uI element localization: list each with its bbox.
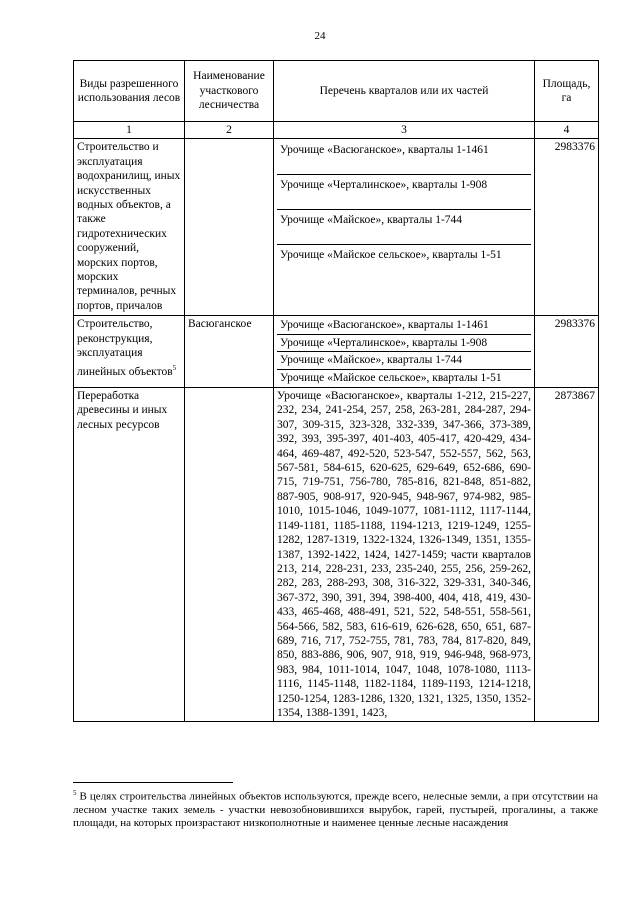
col-number: 3 [274, 122, 535, 139]
header-row [74, 61, 599, 122]
area-cell: 2873867 [535, 388, 599, 722]
col-number: 2 [185, 122, 274, 139]
table-row [74, 139, 599, 316]
footnote-mark: 5 [73, 789, 77, 797]
forestry-cell [185, 139, 274, 316]
footnote-mark: 5 [172, 363, 177, 372]
area-cell: 2983376 [535, 316, 599, 388]
page-number: 24 [314, 30, 326, 42]
header-use-type: Виды разрешенного использования лесов [74, 61, 185, 122]
column-number-row [74, 122, 599, 139]
header-area: Площадь, га [535, 61, 599, 122]
col-number: 1 [74, 122, 185, 139]
quarters-cell: Урочище «Васюганское», кварталы 1-212, 215-227, 232, 234, 241-254, 257, 258, 263-281, 284-287, 294-307, 309-315, 323-328, 332-339, 347-366, 373-389, 392, 393, 395-397, 401-403, 405-417, 420-429, 434-464, 469-487, 492-520, 523-547, 552-557, 562, 563, 567-581, 584-615, 620-625, 629-649, 652-686, 690-715, 719-751, 756-780, 785-816, 821-848, 851-882, 887-905, 908-917, 920-945, 948-967, 974-982, 985-1010, 1015-1046, 1049-1077, 1081-1112, 1117-1144, 1149-1181, 1185-1188, 1194-1213, 1219-1249, 1255-1282, 1287-1319, 1322-1324, 1326-1349, 1351, 1355-1387, 1392-1422, 1424, 1427-1459; части кварталов 213, 214, 228-231, 233, 235-240, 255, 256, 259-262, 282, 283, 288-293, 308, 316-322, 329-331, 340-346, 367-372, 390, 391, 394, 398-400, 404, 418, 419, 430-433, 465-468, 488-491, 521, 522, 548-551, 558-561, 564-566, 582, 583, 616-619, 626-628, 650, 651, 687-689, 716, 717, 752-755, 781, 783, 784, 817-820, 849, 850, 883-886, 906, 907, 918, 919, 946-948, 968-973, 983, 984, 1011-1014, 1047, 1048, 1078-1080, 1113-1116, 1145-1148, 1182-1184, 1189-1193, 1214-1218, 1250-1254, 1283-1286, 1320, 1321, 1325, 1350, 1352-1354, 1388-1391, 1423, [274, 388, 535, 722]
forestry-cell: Васюганское [185, 316, 274, 388]
use-type-cell: Строительство и эксплуатация водохранилищ, иных искусственных водных объектов, а также гидротехнических сооружений, морских портов, морских терминалов, речных портов, причалов [74, 139, 185, 316]
quarter-item: Урочище «Васюганское», кварталы 1-1461 [277, 140, 531, 175]
quarter-item: Урочище «Майское», кварталы 1-744 [277, 352, 531, 369]
footnote-separator [73, 782, 233, 783]
use-type-text: Строительство, реконструкция, эксплуатация линейных объектов [77, 318, 173, 378]
quarter-item: Урочище «Черталинское», кварталы 1-908 [277, 175, 531, 210]
use-type-cell [74, 316, 185, 388]
col-number: 4 [535, 122, 599, 139]
table-row [74, 316, 599, 388]
footnote-text: В целях строительства линейных объектов используются, прежде всего, нелесные земли, а при отсутствии на лесном участке таких земель - участки невозобновившихся вырубок, гарей, пустырей, прогалины, а также площади, на которых произрастают низкополнотные и наименее ценные лесные насаждения [73, 790, 599, 829]
quarters-cell [274, 139, 535, 316]
use-type-cell: Переработка древесины и иных лесных ресурсов [74, 388, 185, 722]
quarter-item: Урочище «Майское», кварталы 1-744 [277, 210, 531, 245]
quarter-item: Урочище «Майское сельское», кварталы 1-51 [280, 371, 502, 384]
forestry-cell [185, 388, 274, 722]
header-quarters: Перечень кварталов или их частей [274, 61, 535, 122]
table-row [74, 388, 599, 722]
quarter-item: Урочище «Майское сельское», кварталы 1-51 [280, 249, 502, 262]
area-cell: 2983376 [535, 139, 599, 316]
quarter-item: Урочище «Черталинское», кварталы 1-908 [277, 335, 531, 352]
footnote [73, 787, 598, 830]
quarter-item: Урочище «Васюганское», кварталы 1-1461 [277, 317, 531, 334]
forest-use-table [73, 60, 599, 722]
quarters-cell [274, 316, 535, 388]
header-forestry: Наименование участкового лесничества [185, 61, 274, 122]
